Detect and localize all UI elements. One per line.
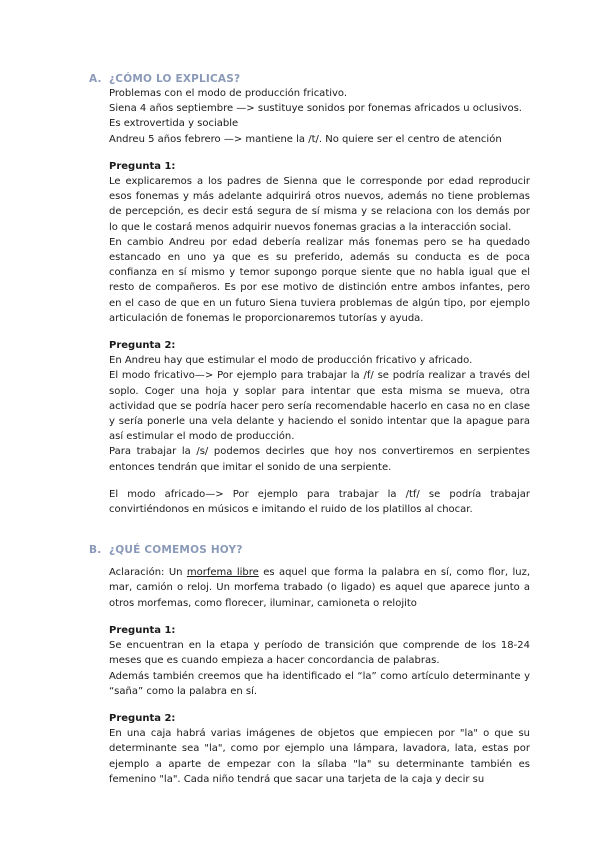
answer-paragraph: En cambio Andreu por edad debería realizar más fonemas pero se ha quedado estancado en uno ya que es su preferido, además su conducta es de poca confianza en sí mismo y temor supongo porque siente que no habla igual que el resto de compañeros. Es por ese motivo de distinción entre ambos infantes, pero en el caso de que en un futuro Siena tuviera problemas de algún tipo, por ejemplo articulación de fonemas le proporcionaremos tutorías y ayuda.: [109, 236, 530, 324]
section-a-heading: ¿CÓMO LO EXPLICAS?: [109, 73, 241, 85]
answer-paragraph: Para trabajar la /s/ podemos decirles que hoy nos convertiremos en serpientes entonces tendrán que imitar el sonido de una serpiente.: [109, 446, 530, 473]
answer-paragraph: El modo fricativo—> Por ejemplo para trabajar la /f/ se podría realizar a través del soplo. Coger una hoja y soplar para intentar que esta misma se mueva, otra actividad que se podría hacer pero sería recomendable hacerlo en casa no en clase y sería ponerle una vela delante y haciendo el sonido intentar que la apague para así estimular el modo de producción.: [109, 370, 530, 443]
aclaracion-rest: es aquel que forma la palabra en sí, como flor, luz, mar, camión o reloj. Un morfema trabado (o ligado) es aquel que aparece junto a otros morfemas, como florecer, iluminar, camioneta o relojito: [109, 567, 530, 609]
answer-paragraph: Además también creemos que ha identificado el “la” como artículo determinante y “saña” como la palabra en sí.: [109, 670, 530, 697]
question-2-heading: Pregunta 2:: [109, 340, 176, 352]
spacer: [109, 475, 530, 487]
intro-line: Andreu 5 años febrero —> mantiene la /t/. No quiere ser el centro de atención: [109, 133, 502, 145]
question-1-heading: Pregunta 1:: [109, 160, 176, 172]
intro-line: Siena 4 años septiembre —> sustituye sonidos por fonemas africados u oclusivos.: [109, 103, 522, 115]
section-b-body: [89, 565, 530, 787]
section-a: [89, 72, 530, 517]
section-b: [89, 543, 530, 787]
section-a-body: [89, 86, 530, 517]
question-1-heading: Pregunta 1:: [109, 624, 176, 636]
section-a-title: [89, 72, 530, 86]
aclaracion-intro: Aclaración: Un: [109, 567, 187, 579]
answer-paragraph: Le explicaremos a los padres de Sienna que le corresponde por edad reproducir esos fonemas y más adelante adquirirá otros nuevos, además no tiene problemas de percepción, es decir está segura de sí misma y se relaciona con los demás por lo que le costará menos adquirir nuevos fonemas gracias a la interacción social.: [109, 176, 530, 233]
section-a-letter: A.: [89, 73, 102, 85]
intro-line: Es extrovertida y sociable: [109, 118, 239, 130]
answer-paragraph: En una caja habrá varias imágenes de objetos que empiecen por "la" o que su determinante sea "la", como por ejemplo una lámpara, lavadora, lata, estas por ejemplo a aparte de empezar con la sílaba "la" su determinante también es femenino "la". Cada niño tendrá que sacar una tarjeta de la caja y decir su: [109, 728, 530, 785]
morfema-libre-term: morfema libre: [186, 567, 259, 579]
section-b-letter: B.: [89, 544, 102, 557]
answer-paragraph: Se encuentran en la etapa y período de transición que comprende de los 18-24 meses que es cuando empieza a hacer concordancia de palabras.: [109, 640, 530, 667]
section-b-heading: ¿QUÉ COMEMOS HOY?: [109, 544, 243, 557]
answer-paragraph: El modo africado—> Por ejemplo para trabajar la /tf/ se podría trabajar convirtiéndonos en músicos e imitando el ruido de los platillos al chocar.: [109, 488, 530, 516]
section-b-title: [89, 543, 530, 557]
aclaracion-paragraph: [109, 565, 530, 611]
question-2-heading: Pregunta 2:: [109, 712, 176, 724]
intro-line: Problemas con el modo de producción fricativo.: [109, 88, 348, 99]
answer-paragraph: En Andreu hay que estimular el modo de producción fricativo y africado.: [109, 355, 473, 367]
